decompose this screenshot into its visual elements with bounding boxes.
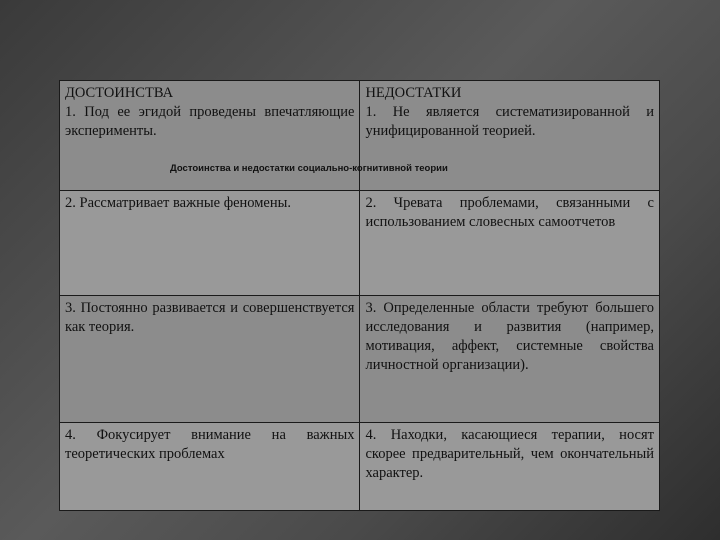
pros-item-2: 2. Рассматривает важные феномены.	[65, 195, 291, 211]
table-cell-cons-3	[360, 296, 660, 423]
pros-item-1: 1. Под ее эгидой проведены впечатляющие эксперименты.	[65, 104, 355, 139]
header-cons: НЕДОСТАТКИ	[365, 85, 462, 101]
pros-item-3: 3. Постоянно развивается и совершенствуется как теория.	[65, 300, 355, 335]
table-row	[60, 191, 660, 296]
cons-item-3: 3. Определенные области требуют большего исследования и развития (например, мотивация, аффект, системные свойства личностной организации).	[365, 300, 654, 373]
pros-item-4: 4. Фокусирует внимание на важных теоретических проблемах	[65, 427, 355, 462]
table-row	[60, 81, 660, 191]
cons-item-2: 2. Чревата проблемами, связанными с использованием словесных самоотчетов	[365, 195, 654, 230]
cons-item-1: 1. Не является систематизированной и унифицированной теорией.	[365, 104, 654, 139]
table-cell-pros-4	[60, 423, 360, 511]
header-pros: ДОСТОИНСТВА	[65, 85, 174, 101]
table-cell-cons-2	[360, 191, 660, 296]
table-cell-cons-4	[360, 423, 660, 511]
overlay-caption: Достоинства и недостатки социально-когнитивной теории	[170, 163, 448, 174]
pros-cons-table	[59, 80, 660, 511]
table-cell-pros-3	[60, 296, 360, 423]
table-row	[60, 423, 660, 511]
table-cell-pros-1	[60, 81, 360, 191]
table-cell-pros-2	[60, 191, 360, 296]
table-row	[60, 296, 660, 423]
cons-item-4: 4. Находки, касающиеся терапии, носят скорее предварительный, чем окончательный характер.	[365, 427, 654, 481]
table-cell-cons-1	[360, 81, 660, 191]
